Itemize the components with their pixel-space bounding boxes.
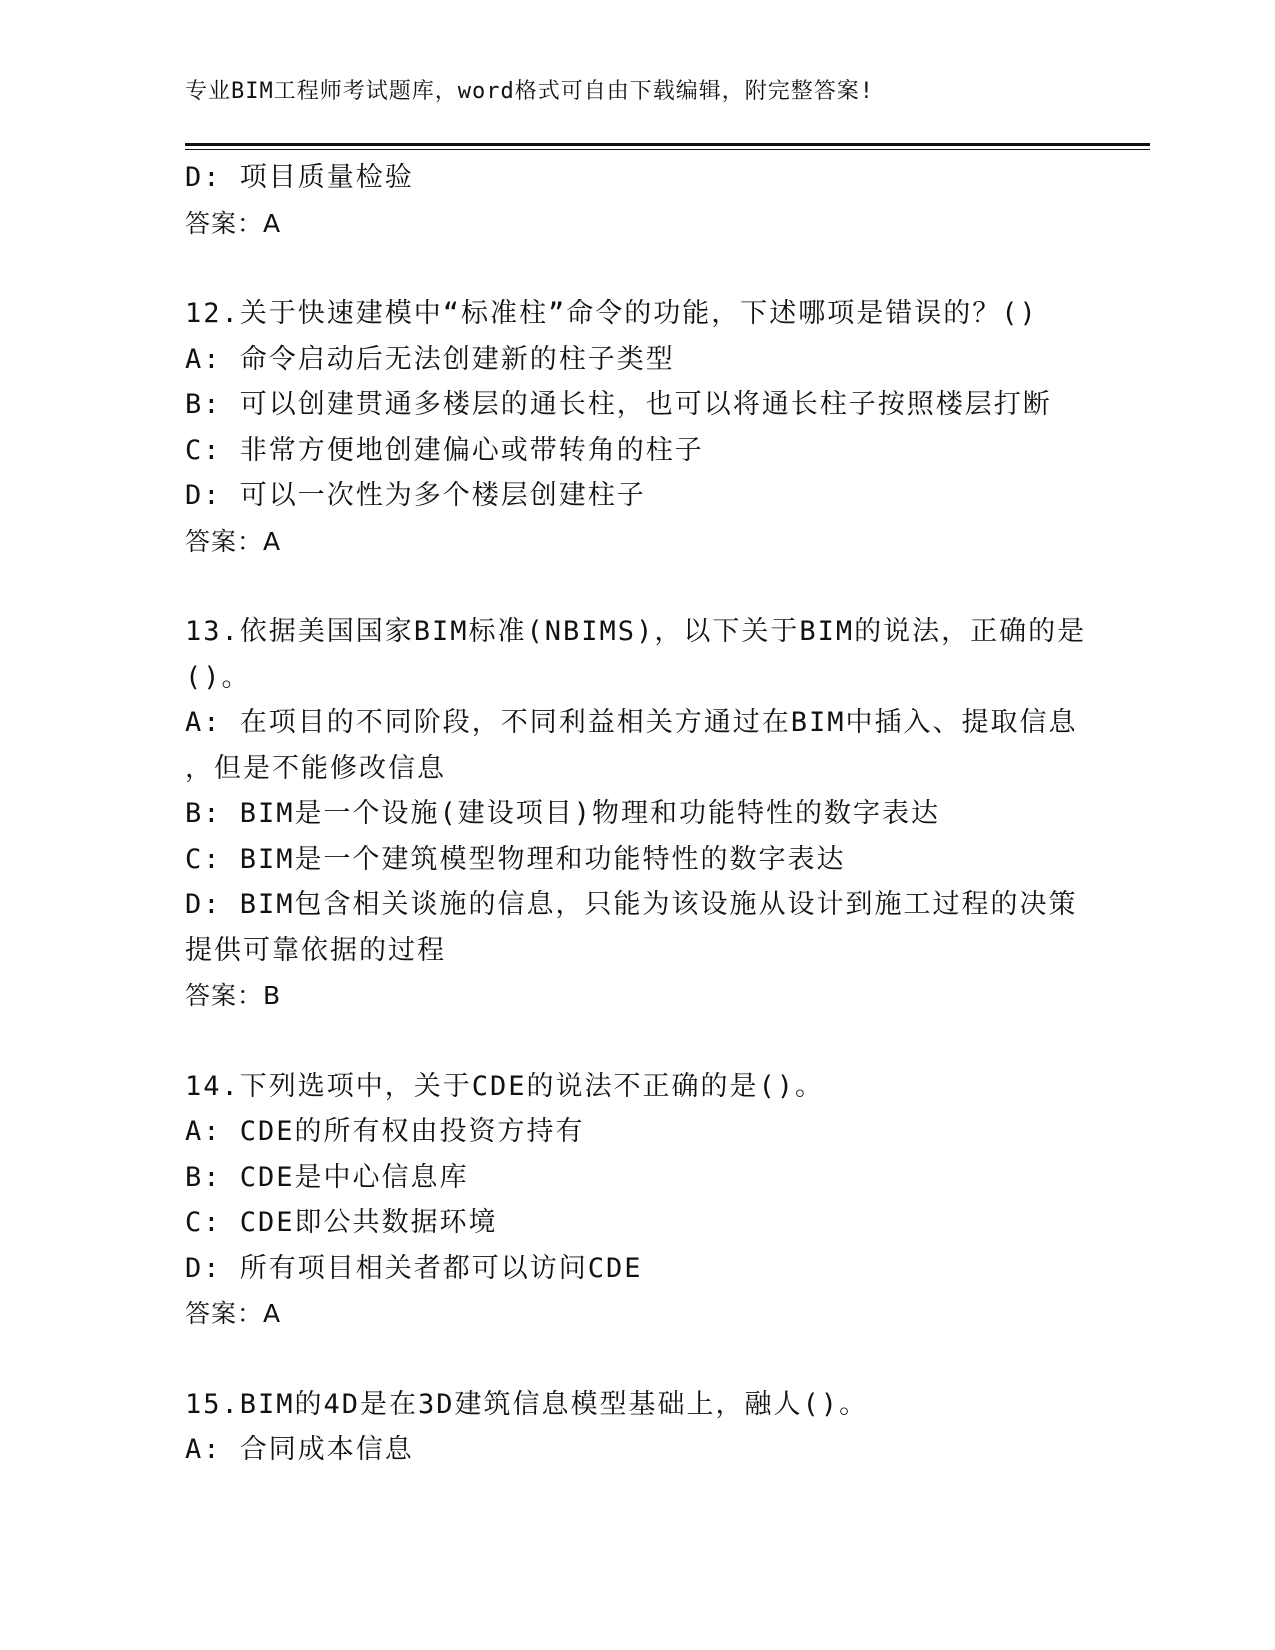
option-line: A: CDE的所有权由投资方持有 [185,1116,585,1147]
answer-line: 答案：A [185,1299,282,1328]
option-line: A: 合同成本信息 [185,1434,414,1465]
option-line: C: BIM是一个建筑模型物理和功能特性的数字表达 [185,843,846,875]
question-list [185,155,1087,1473]
option-line: D: 所有项目相关者都可以访问CDE [185,1252,643,1284]
option-line: D: BIM包含相关谈施的信息，只能为该设施从设计到施工过程的决策 [185,889,1078,920]
option-line: C: CDE即公共数据环境 [185,1207,498,1238]
option-line: B: CDE是中心信息库 [185,1161,469,1193]
option-line: A: 命令启动后无法创建新的柱子类型 [185,343,675,375]
page-header: 专业BIM工程师考试题库，word格式可自由下载编辑，附完整答案! [185,79,874,104]
header-rule-thin [185,149,1150,150]
option-line: C: 非常方便地创建偏心或带转角的柱子 [185,434,704,466]
option-line: 提供可靠依据的过程 [185,934,446,966]
answer-line: 答案：A [185,208,282,238]
question-line: 12.关于快速建模中“标准柱”命令的功能，下述哪项是错误的？() [185,298,1038,329]
option-line: ，但是不能修改信息 [185,752,446,784]
option-line: D: 可以一次性为多个楼层创建柱子 [185,480,646,511]
option-line: B: BIM是一个设施(建设项目)物理和功能特性的数字表达 [185,798,941,829]
question-line: 13.依据美国国家BIM标准(NBIMS)，以下关于BIM的说法，正确的是 [185,616,1087,647]
answer-line: 答案：A [185,526,282,556]
question-line: ()。 [185,661,251,693]
option-line: B: 可以创建贯通多楼层的通长柱，也可以将通长柱子按照楼层打断 [185,389,1052,420]
header-rule-thick [185,143,1150,146]
question-line: 15.BIM的4D是在3D建筑信息模型基础上，融人()。 [185,1388,869,1420]
answer-line: 答案：B [185,981,282,1010]
option-line: D: 项目质量检验 [185,162,414,193]
option-line: A: 在项目的不同阶段，不同利益相关方通过在BIM中插入、提取信息 [185,707,1078,738]
question-line: 14.下列选项中，关于CDE的说法不正确的是()。 [185,1070,825,1102]
